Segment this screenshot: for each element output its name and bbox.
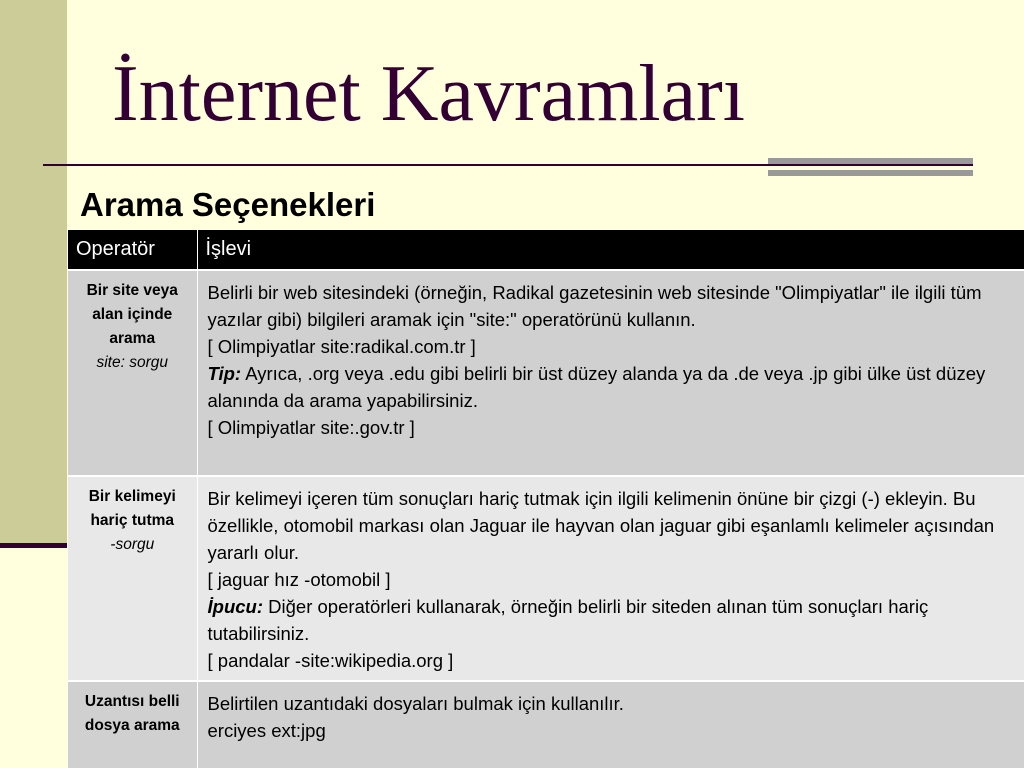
- tip-line: [208, 360, 1016, 414]
- divider-accent-bar-top: [768, 158, 973, 164]
- operator-cell: [68, 681, 197, 768]
- function-text: Bir kelimeyi içeren tüm sonuçları hariç tutmak için ilgili kelimenin önüne bir çizgi (-) ekleyin. Bu özellikle, otomobil markası olan Jaguar ile hayvan olan jaguar gibi eşanlamlı kelimeler açısından yararlı olur.: [207, 488, 995, 563]
- operator-cell: [68, 476, 197, 681]
- tip-label: Tip:: [207, 363, 242, 384]
- function-example: [ Olimpiyatlar site:radikal.com.tr ]: [207, 336, 476, 357]
- function-example: erciyes ext:jpg: [207, 720, 326, 741]
- section-subtitle: Arama Seçenekleri: [80, 186, 376, 223]
- function-cell: [197, 681, 1024, 768]
- tip-label: İpucu:: [207, 596, 263, 617]
- function-cell: [197, 270, 1024, 476]
- operator-cell: [68, 270, 197, 476]
- function-example: [ jaguar hız -otomobil ]: [207, 569, 391, 590]
- function-text: Belirtilen uzantıdaki dosyaları bulmak için kullanılır.: [207, 693, 624, 714]
- operator-syntax: -sorgu: [110, 536, 155, 553]
- header-operator: Operatör: [68, 230, 197, 270]
- left-decorative-band: [0, 0, 67, 545]
- tip-example: [ pandalar -site:wikipedia.org ]: [207, 650, 454, 671]
- function-cell: [197, 476, 1024, 681]
- table-row: [68, 681, 1024, 768]
- table-header-row: [68, 230, 1024, 270]
- operators-table: [68, 230, 1024, 768]
- divider-accent-bar-bottom: [768, 170, 973, 176]
- tip-text: Ayrıca, .org veya .edu gibi belirli bir üst düzey alanda ya da .de veya .jp gibi ülke üst düzey alanında da arama yapabilirsiniz.: [207, 363, 986, 411]
- operator-syntax: site: sorgu: [96, 354, 168, 371]
- tip-example: [ Olimpiyatlar site:.gov.tr ]: [207, 417, 415, 438]
- slide-title: İnternet Kavramları: [112, 50, 746, 138]
- tip-line: [208, 593, 1016, 647]
- left-accent-bar: [0, 543, 67, 548]
- function-text: Belirli bir web sitesindeki (örneğin, Radikal gazetesinin web sitesinde "Olimpiyatlar" ile ilgili tüm yazılar gibi) bilgileri aramak için "site:" operatörünü kullanın.: [207, 282, 982, 330]
- header-function: İşlevi: [197, 230, 1024, 270]
- tip-text: Diğer operatörleri kullanarak, örneğin belirli bir siteden alınan tüm sonuçları hariç tutabilirsiniz.: [207, 596, 929, 644]
- operator-name: Bir site veya alan içinde arama: [86, 282, 178, 347]
- table-row: [68, 476, 1024, 681]
- operator-name: Uzantısı belli dosya arama: [84, 693, 180, 734]
- operator-name: Bir kelimeyi hariç tutma: [88, 488, 176, 529]
- divider-accent: [768, 158, 973, 178]
- table-row: [68, 270, 1024, 476]
